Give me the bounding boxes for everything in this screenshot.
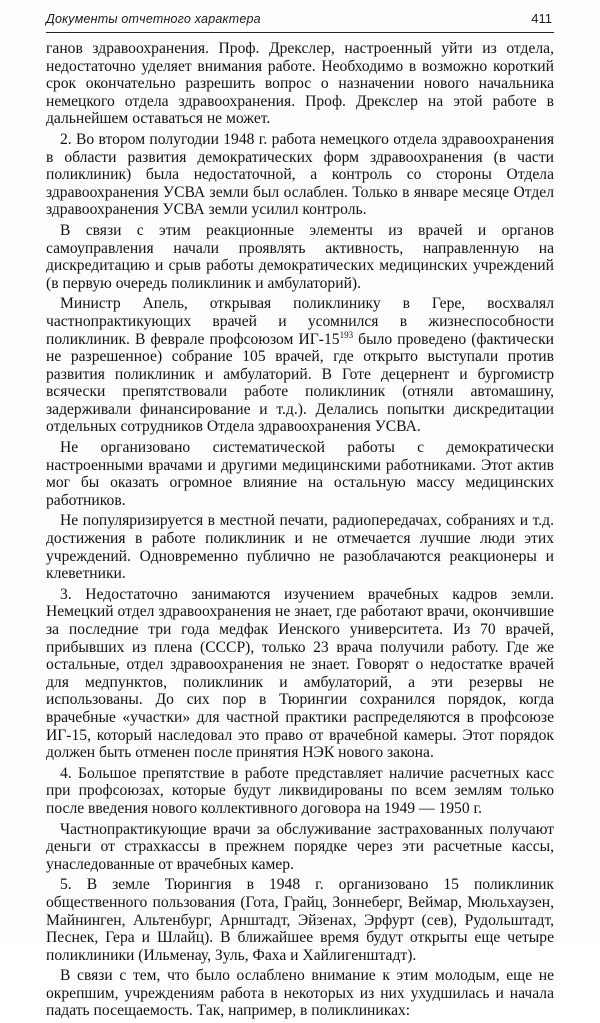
paragraph-reactionary-elements: В связи с этим реакционные элементы из врачей и органов самоуправления начали проявлять активность, направленную на дискредитацию и срыв работы демократических медицинских учреждений (в первую очередь поликлиник и амбулаторий). [46, 221, 554, 292]
paragraph-section-5: 5. В земле Тюрингия в 1948 г. организовано 15 поликлиник общественного пользования (Гота, Грайц, Зоннеберг, Веймар, Мюльхаузен, Майнинген, Альтенбург, Арнштадт, Эйзенах, Эрфурт (сев), Рудольштадт, Песнек, Гера и Шлайц). В ближайшее время будут открыты еще четыре поликлиники (Ильменау, Зуль, Фаха и Хайлигенштадт). [46, 876, 554, 964]
paragraph-not-popularized: Не популяризируется в местной печати, радиопередачах, собраниях и т.д. достижения в работе поликлиник и не отмечается лучшие люди этих учреждений. Одновременно публично не разоблачаются реакционеры и клеветники. [46, 512, 554, 583]
page-number: 411 [531, 11, 552, 26]
paragraph-minister-apel [46, 295, 554, 436]
paragraph-private-doctors: Частнопрактикующие врачи за обслуживание застрахованных получают деньги от страхкассы в прежнем порядке через эти расчетные кассы, унаследованные от врачебных камер. [46, 820, 554, 873]
footnote-marker: 193 [339, 329, 354, 340]
paragraph-continuation: ганов здравоохранения. Проф. Дрекслер, настроенный уйти из отдела, недостаточно уделяет внимания работе. Необходимо в возможно короткий срок окончательно разрешить вопрос о назначении нового начальника немецкого отдела здравоохранения. Проф. Дрекслер на этой работе в дальнейшем оставаться не может. [46, 40, 554, 128]
paragraph-section-3: 3. Недостаточно занимаются изучением врачебных кадров земли. Немецкий отдел здравоохранения не знает, где работают врачи, окончившие за последние три года медфак Иенского университета. Из 70 врачей, прибывших из плена (СССР), только 23 врача получили работу. Где же остальные, отдел здравоохранения не знает. Говорят о недостатке врачей для медпунктов, поликлиник и амбулаторий, а эти резервы не использованы. До сих пор в Тюрингии сохранился порядок, когда врачебные «участки» для частной практики распределяются в профсоюзе ИГ-15, который наследовал это право от врачебной камеры. Этот порядок должен быть отменен после принятия НЭК нового закона. [46, 585, 554, 762]
paragraph-text: было проведено (фактически не разрешенное) собрание 105 врачей, где открыто выступали против развития поликлиник и амбулаторий. В Готе децернент и бургомистр всячески препятствовали работе поликлиник (отняли автомашину, задерживали финансирование и т.д.). Делались попытки дискредитации отдельных сотрудников Отдела здравоохранения УСВА. [46, 330, 554, 436]
paragraph-section-4: 4. Большое препятствие в работе представляет наличие расчетных касс при профсоюзах, которые будут ликвидированы по всем землям только после введения нового коллективного договора на 1949 — 1950 г. [46, 764, 554, 817]
paragraph-attendance-decline: В связи с тем, что было ослаблено внимание к этим молодым, еще не окрепшим, учреждениям работа в некоторых из них ухудшилась и начала падать посещаемость. Так, например, в поликлиниках: [46, 967, 554, 1020]
paragraph-text: Министр Апель, открывая поликлинику в Гере, восхвалял частнопрактикующих врачей и усомнился в жизнеспособности поликлиник. В феврале профсоюзом ИГ-15 [46, 295, 554, 348]
header-title: Документы отчетного характера [46, 12, 261, 26]
paragraph-no-systematic-work: Не организовано систематической работы с демократически настроенными врачами и другими медицинскими работниками. Этот актив мог бы оказать огромное влияние на остальную массу медицинских работников. [46, 439, 554, 509]
paragraph-section-2: 2. Во втором полугодии 1948 г. работа немецкого отдела здравоохранения в области развития демократических форм здравоохранения (в части поликлиник) была недостаточной, а контроль со стороны Отдела здравоохранения УСВА земли был ослаблен. Только в январе месяце Отдел здравоохранения УСВА земли усилил контроль. [46, 130, 554, 219]
running-header [46, 10, 554, 33]
body-text [46, 40, 554, 1023]
